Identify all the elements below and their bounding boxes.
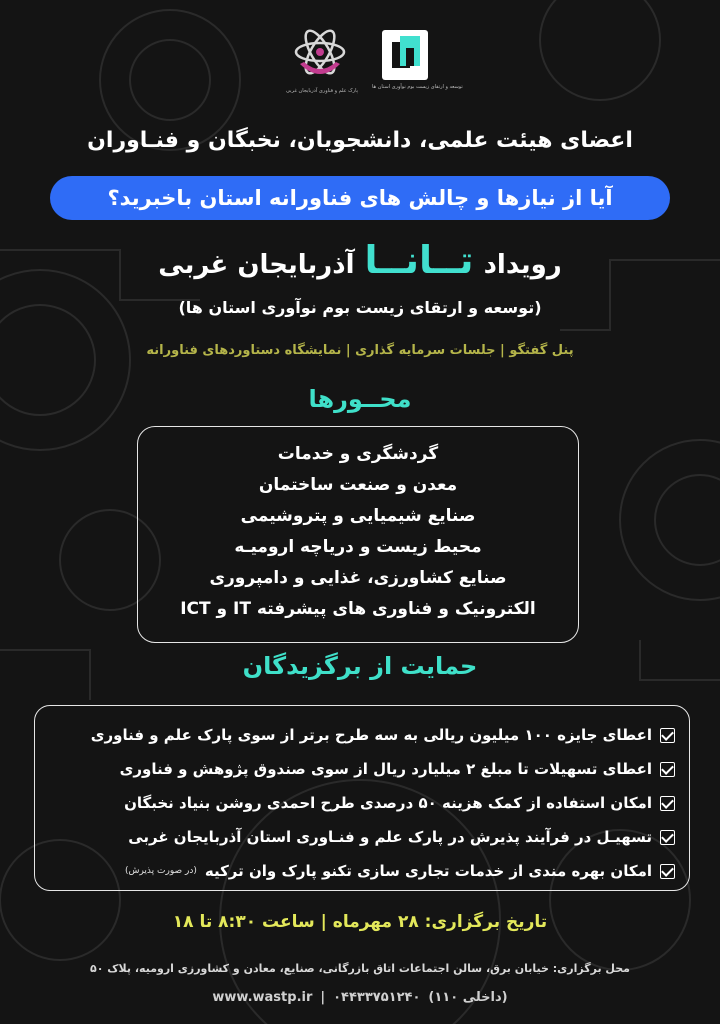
checkbox-checked-icon [660,728,675,743]
axis-item: معدن و صنعت ساختمان [258,475,458,495]
program-line: پنل گفتگو | جلسات سرمایه گذاری | نمایشگاه دستاوردهای فناورانه [146,343,574,358]
question-text: آیا از نیازها و چالش های فناورانه استان باخبرید؟ [107,186,613,210]
event-suffix: آذربایجان غربی [158,250,355,280]
axis-item: محیط زیست و دریاچه ارومیـه [234,537,482,557]
event-prefix: رویداد [483,250,562,280]
event-date-time: تاریخ برگزاری: ۲۸ مهرماه | ساعت ۸:۳۰ تا ۱۸ [172,912,548,932]
science-park-caption: پارک علم و فناوری آذربایجان غربی [286,88,358,94]
checkbox-checked-icon [660,864,675,879]
event-subtitle: (توسعه و ارتقای زیست بوم نوآوری استان ها) [178,298,542,317]
phone-extension: (داخلی ۱۱۰) [428,990,508,1005]
support-list [34,705,690,891]
science-park-logo-icon [290,26,350,96]
event-venue: محل برگزاری: خیابان برق، سالن اجتماعات اتاق بازرگانی، صنایع، معادن و کشاورزی ارومیه، پلاک ۵۰ [90,962,630,975]
website-link[interactable]: www.wastp.ir [212,990,313,1005]
support-item-text: تسهیـل در فرآیند پذیرش در پارک علم و فنـاوری استان آذربایجان غربی [128,828,652,846]
checkbox-checked-icon [660,796,675,811]
support-item [45,820,675,854]
axis-item: صنایع شیمیایی و پتروشیمی [240,506,476,526]
event-brand: تــانــا [364,238,474,282]
separator: | [320,990,326,1005]
question-banner [50,176,670,220]
support-item-text: امکان بهره مندی از خدمات تجاری سازی تکنو پارک وان ترکیه [204,862,652,880]
support-item [45,752,675,786]
axis-item: گردشگری و خدمات [277,444,439,464]
checkbox-checked-icon [660,762,675,777]
phone-number: ۰۴۴۳۳۷۵۱۲۴۰ [333,990,421,1005]
support-item [45,718,675,752]
event-title [0,238,720,282]
axes-heading: محــورها [308,385,412,413]
support-item-text: اعطای جایزه ۱۰۰ میلیون ریالی به سه طرح برتر از سوی پارک علم و فناوری [90,726,652,744]
support-item-note: (در صورت پذیرش) [124,866,197,876]
tana-caption: توسعه و ارتقای زیست بوم نوآوری استان ها [372,84,463,90]
support-item-text: امکان استفاده از کمک هزینه ۵۰ درصدی طرح احمدی روشن بنیاد نخبگان [124,794,652,812]
audience-headline: اعضای هیئت علمی، دانشجویان، نخبگان و فنـاوران [87,128,633,153]
contact-line [0,990,720,1005]
axis-item: الکترونیک و فناوری های پیشرفته IT و ICT [180,599,536,619]
axes-list [137,426,579,643]
support-heading: حمایت از برگزیدگان [242,652,478,680]
logo-group [286,26,463,96]
support-item-text: اعطای تسهیلات تا مبلغ ۲ میلیارد ریال از سوی صندوق پژوهش و فناوری [119,760,652,778]
axis-item: صنایع کشاورزی، غذایی و دامپروری [209,568,507,588]
support-item [45,854,675,888]
checkbox-checked-icon [660,830,675,845]
support-item [45,786,675,820]
